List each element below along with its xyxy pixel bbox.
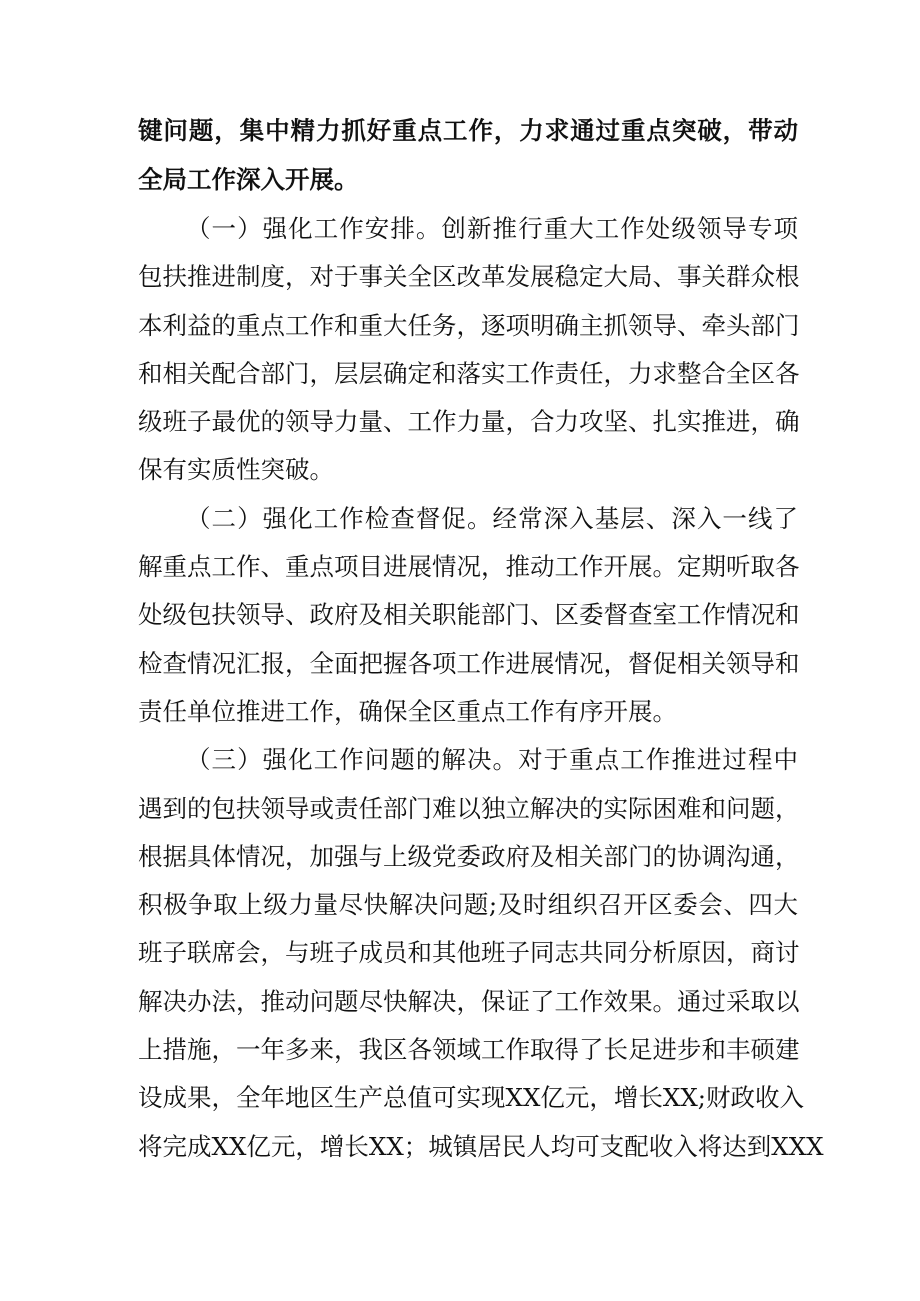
text-line: 责任单位推进工作，确保全区重点工作有序开展。 [138, 697, 677, 726]
text-line: 将完成XX亿元，增长XX；城镇居民人均可支配收入将达到XXX [138, 1132, 824, 1161]
text-line: 根据具体情况，加强与上级党委政府及相关部门的协调沟通， [138, 842, 800, 871]
text-line: 积极争取上级力量尽快解决问题;及时组织召开区委会、四大 [138, 890, 798, 919]
text-line: 本利益的重点工作和重大任务，逐项明确主抓领导、牵头部门 [138, 311, 800, 340]
text-line: 设成果，全年地区生产总值可实现XX亿元，增长XX;财政收入 [138, 1083, 805, 1112]
text-line: 全局工作深入开展。 [138, 165, 359, 194]
paragraph-heading-line: （三）强化工作问题的解决。对于重点工作推进过程中 [186, 745, 798, 774]
text-line: 键问题，集中精力抓好重点工作，力求通过重点突破，带动 [138, 116, 798, 145]
text-line: 级班子最优的领导力量、工作力量，合力攻坚、扎实推进，确 [138, 407, 800, 436]
text-line: 解决办法，推动问题尽快解决，保证了工作效果。通过采取以 [138, 987, 800, 1016]
text-line: 保有实质性突破。 [138, 455, 334, 484]
text-line: 上措施，一年多来，我区各领域工作取得了长足进步和丰硕建 [138, 1035, 800, 1064]
text-line: 处级包扶领导、政府及相关职能部门、区委督查室工作情况和 [138, 600, 800, 629]
text-line: 班子联席会，与班子成员和其他班子同志共同分析原因，商讨 [138, 938, 800, 967]
text-line: 检查情况汇报，全面把握各项工作进展情况，督促相关领导和 [138, 649, 800, 678]
text-line: 解重点工作、重点项目进展情况，推动工作开展。定期听取各 [138, 552, 800, 581]
text-line: 遇到的包扶领导或责任部门难以独立解决的实际困难和问题， [138, 794, 800, 823]
text-line: 和相关配合部门，层层确定和落实工作责任，力求整合全区各 [138, 359, 800, 388]
paragraph-heading-line: （一）强化工作安排。创新推行重大工作处级领导专项 [186, 214, 798, 243]
text-line: 包扶推进制度，对于事关全区改革发展稳定大局、事关群众根 [138, 262, 800, 291]
paragraph-heading-line: （二）强化工作检查督促。经常深入基层、深入一线了 [186, 504, 798, 533]
